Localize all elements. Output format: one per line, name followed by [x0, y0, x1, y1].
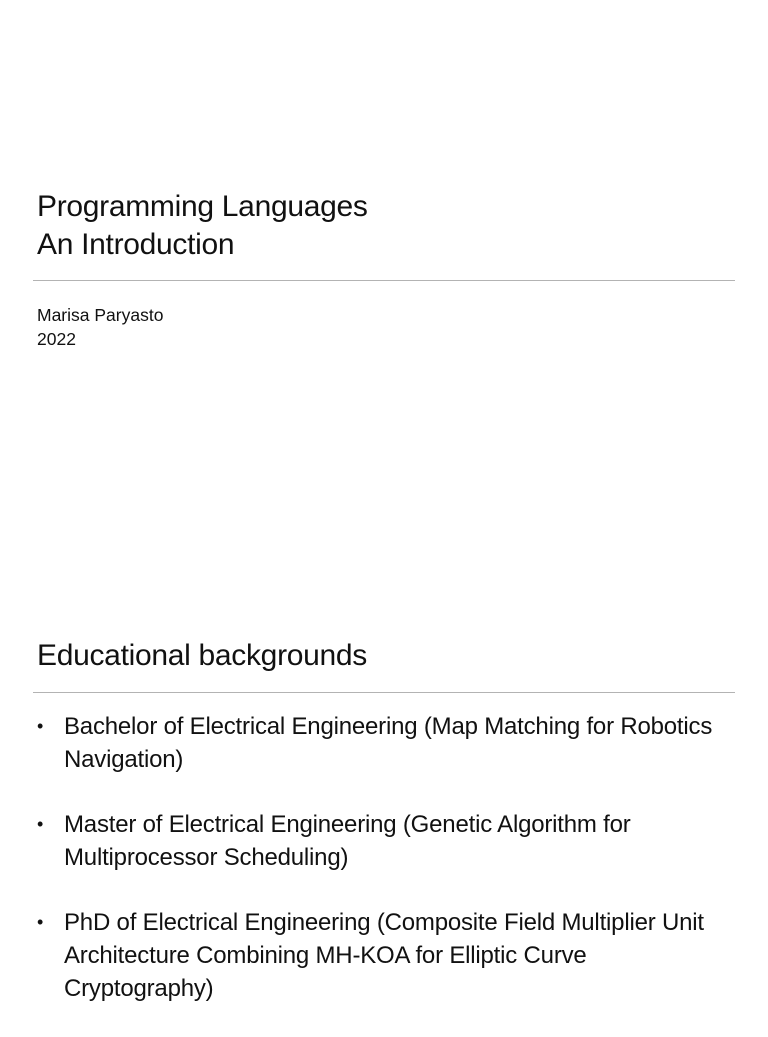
- list-item-text: Master of Electrical Engineering (Genetic Algorithm for Multiprocessor Scheduling): [64, 811, 631, 871]
- title-line-2: An Introduction: [37, 228, 235, 261]
- bullet-icon: •: [37, 814, 44, 834]
- bullet-icon: •: [37, 912, 44, 932]
- author-name: Marisa Paryasto: [37, 305, 164, 325]
- title-slide: [0, 0, 768, 512]
- slide-title: [37, 188, 368, 264]
- education-slide: [0, 512, 768, 1024]
- author-info: [37, 303, 163, 351]
- section-heading: Educational backgrounds: [37, 639, 367, 672]
- bullet-icon: •: [37, 716, 44, 736]
- list-item-text: Bachelor of Electrical Engineering (Map Matching for Robotics Navigation): [64, 713, 713, 773]
- title-divider: [33, 280, 735, 281]
- education-list: [37, 710, 727, 1037]
- title-line-1: Programming Languages: [37, 190, 368, 223]
- list-item-text: PhD of Electrical Engineering (Composite Field Multiplier Unit Architecture Combining MH-KOA for Elliptic Curve Cryptography): [64, 909, 704, 1002]
- section-divider: [33, 692, 735, 693]
- list-item: [37, 710, 727, 776]
- list-item: [37, 808, 727, 874]
- list-item: [37, 906, 727, 1005]
- presentation-year: 2022: [37, 329, 76, 349]
